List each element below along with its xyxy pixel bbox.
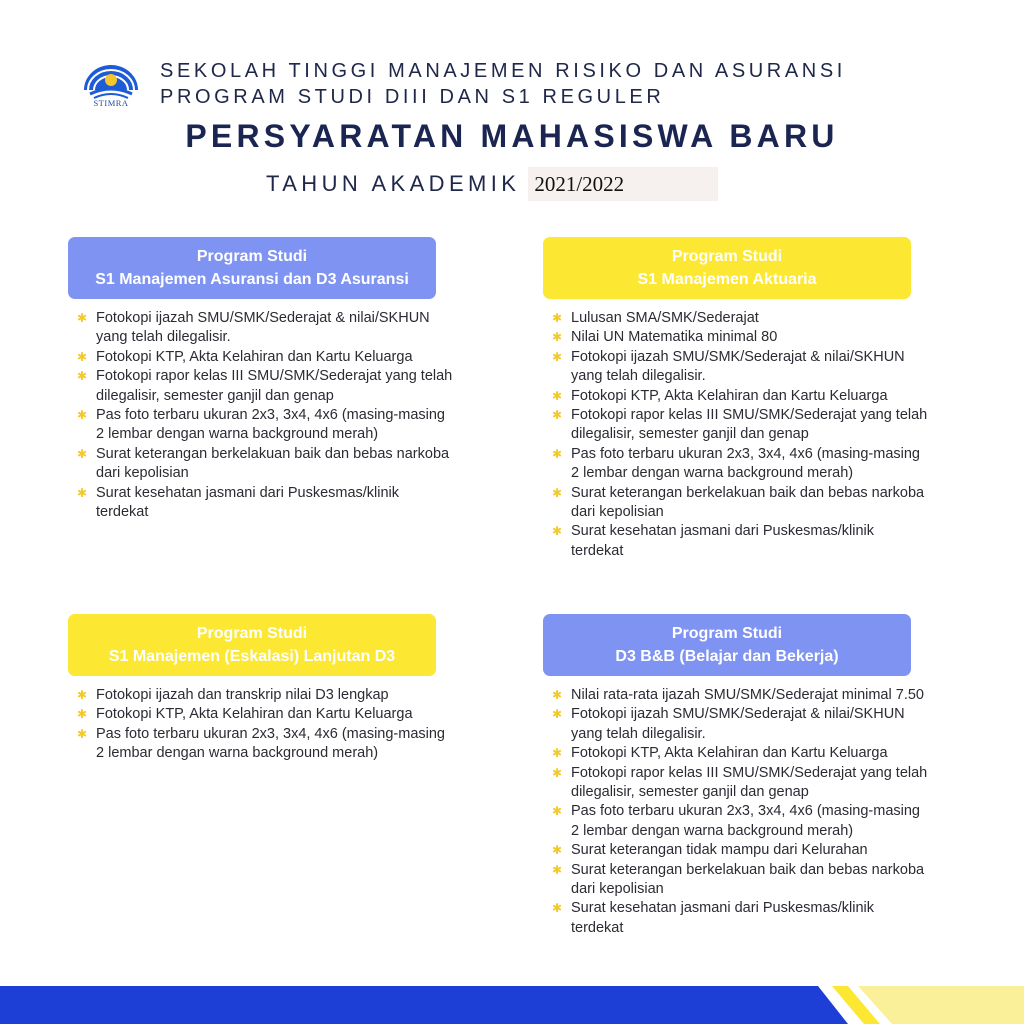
star-bullet-icon: ✱ (552, 765, 563, 780)
program-label: Program Studi (196, 248, 308, 265)
star-bullet-icon: ✱ (77, 349, 88, 364)
requirement-item: ✱ Surat keterangan berkelakuan baik dan bebas narkoba dari kepolisian (77, 445, 450, 482)
footer-band (0, 986, 1024, 1024)
program-header (68, 237, 436, 299)
program-label: Program Studi (671, 248, 783, 265)
requirement-item: ✱ Fotokopi ijazah SMU/SMK/Sederajat & nilai/SKHUN yang telah dilegalisir. (77, 310, 430, 346)
program-name: D3 B&B (Belajar dan Bekerja) (615, 648, 839, 665)
study-programs-line: PROGRAM STUDI DIII DAN S1 REGULER (160, 86, 665, 108)
program-section-s1-asuransi (68, 237, 468, 522)
requirement-item: ✱ Fotokopi KTP, Akta Kelahiran dan Kartu Keluarga (68, 705, 453, 724)
star-bullet-icon: ✱ (77, 485, 88, 500)
program-label: Program Studi (671, 625, 783, 642)
requirement-item: ✱ Surat keterangan berkelakuan baik dan bebas narkoba dari kepolisian (552, 484, 925, 521)
requirement-item: ✱ Fotokopi rapor kelas III SMU/SMK/Sederajat yang telah dilegalisir, semester ganjil dan genap (552, 764, 928, 801)
star-bullet-icon: ✱ (552, 408, 563, 423)
star-bullet-icon: ✱ (552, 746, 563, 761)
requirement-item: ✱ Surat keterangan tidak mampu dari Kelurahan (543, 841, 928, 860)
requirements-list (68, 309, 453, 522)
star-bullet-icon: ✱ (77, 408, 88, 423)
program-header (543, 614, 911, 676)
star-bullet-icon: ✱ (77, 446, 88, 461)
academic-year-value: 2021/2022 (528, 167, 718, 201)
star-bullet-icon: ✱ (552, 862, 563, 877)
star-bullet-icon: ✱ (552, 388, 563, 403)
requirement-item: ✱ Pas foto terbaru ukuran 2x3, 3x4, 4x6 (masing-masing 2 lembar dengan warna background merah) (77, 725, 445, 762)
requirement-item: ✱ Surat kesehatan jasmani dari Puskesmas/klinik terdekat (77, 484, 400, 521)
requirement-item: ✱ Surat kesehatan jasmani dari Puskesmas/klinik terdekat (552, 523, 875, 559)
requirement-item: ✱ Fotokopi ijazah dan transkrip nilai D3 lengkap (68, 686, 453, 705)
requirement-item: ✱ Fotokopi KTP, Akta Kelahiran dan Kartu Keluarga (543, 744, 928, 763)
requirement-item: ✱ Surat kesehatan jasmani dari Puskesmas/klinik terdekat (552, 900, 875, 936)
star-bullet-icon: ✱ (552, 446, 563, 461)
star-bullet-icon: ✱ (77, 369, 88, 384)
star-bullet-icon: ✱ (77, 311, 88, 325)
requirement-item: ✱ Surat keterangan berkelakuan baik dan bebas narkoba dari kepolisian (552, 861, 925, 898)
star-bullet-icon: ✱ (552, 349, 563, 364)
page-title: PERSYARATAN MAHASISWA BARU (185, 118, 839, 154)
requirement-item: ✱ Fotokopi rapor kelas III SMU/SMK/Sederajat yang telah dilegalisir, semester ganjil dan genap (552, 407, 928, 443)
star-bullet-icon: ✱ (552, 311, 563, 325)
academic-year-label: TAHUN AKADEMIK (266, 171, 521, 196)
program-name: S1 Manajemen Asuransi dan D3 Asuransi (95, 271, 409, 288)
star-bullet-icon: ✱ (552, 707, 563, 722)
star-bullet-icon: ✱ (77, 726, 88, 741)
star-bullet-icon: ✱ (77, 688, 88, 702)
logo-text: STIMRA (93, 98, 129, 108)
star-bullet-icon: ✱ (552, 804, 563, 819)
star-bullet-icon: ✱ (552, 901, 563, 916)
requirement-item: ✱ Nilai rata-rata ijazah SMU/SMK/Sederajat minimal 7.50 (543, 686, 928, 705)
star-bullet-icon: ✱ (552, 843, 563, 858)
star-bullet-icon: ✱ (552, 688, 563, 702)
stimra-logo-icon (80, 60, 142, 100)
program-section-s1-aktuaria (543, 237, 943, 561)
requirement-item: ✱ Fotokopi KTP, Akta Kelahiran dan Kartu Keluarga (543, 387, 928, 406)
program-section-d3-bb (543, 614, 943, 938)
program-header (543, 237, 911, 299)
program-section-s1-eskalasi (68, 614, 468, 764)
star-bullet-icon: ✱ (77, 707, 88, 722)
program-name: S1 Manajemen Aktuaria (637, 271, 817, 288)
requirement-item: ✱ Lulusan SMA/SMK/Sederajat (543, 309, 928, 328)
star-bullet-icon: ✱ (552, 330, 563, 345)
requirement-item: ✱ Fotokopi ijazah SMU/SMK/Sederajat & nilai/SKHUN yang telah dilegalisir. (552, 706, 905, 742)
star-bullet-icon: ✱ (552, 524, 563, 539)
program-header (68, 614, 436, 676)
requirement-item: ✱ Fotokopi KTP, Akta Kelahiran dan Kartu Keluarga (68, 348, 453, 367)
requirements-list (543, 686, 928, 938)
program-name: S1 Manajemen (Eskalasi) Lanjutan D3 (108, 648, 396, 665)
star-bullet-icon: ✱ (552, 485, 563, 500)
footer-decoration-icon (0, 986, 1024, 1024)
requirement-item: ✱ Pas foto terbaru ukuran 2x3, 3x4, 4x6 (masing-masing 2 lembar dengan warna background merah) (552, 803, 920, 839)
requirements-list (543, 309, 928, 561)
academic-year-row (266, 166, 718, 202)
requirement-item: ✱ Pas foto terbaru ukuran 2x3, 3x4, 4x6 (masing-masing 2 lembar dengan warna background merah) (552, 445, 920, 482)
requirement-item: ✱ Pas foto terbaru ukuran 2x3, 3x4, 4x6 (masing-masing 2 lembar dengan warna background merah) (77, 407, 445, 443)
program-label: Program Studi (196, 625, 308, 642)
requirements-list (68, 686, 453, 764)
institution-name: SEKOLAH TINGGI MANAJEMEN RISIKO DAN ASURANSI (160, 60, 846, 82)
requirement-item: ✱ Nilai UN Matematika minimal 80 (543, 328, 928, 347)
requirement-item: ✱ Fotokopi rapor kelas III SMU/SMK/Sederajat yang telah dilegalisir, semester ganjil dan genap (77, 368, 453, 404)
requirement-item: ✱ Fotokopi ijazah SMU/SMK/Sederajat & nilai/SKHUN yang telah dilegalisir. (552, 348, 905, 385)
